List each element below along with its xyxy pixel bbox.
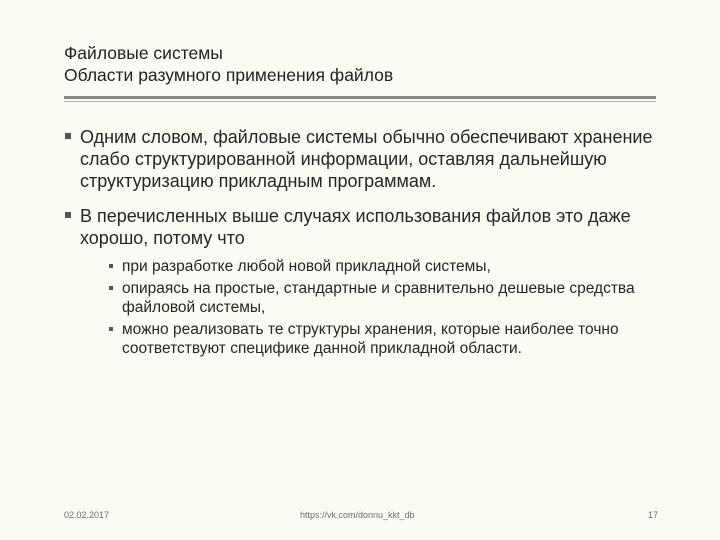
title-divider-thick [64,96,656,99]
sub-bullet-item [108,279,664,317]
sub-bullet-text: можно реализовать те структуры хранения, которые наиболее точно соответствуют специфике данной прикладной области. [122,321,619,357]
square-bullet-icon [109,264,113,268]
page-number: 17 [648,510,659,520]
footer-url[interactable]: https://vk.com/donnu_kkt_db [300,510,415,520]
sub-bullet-text: опираясь на простые, стандартные и сравнительно дешевые средства файловой системы, [122,280,635,316]
bullet-text: Одним словом, файловые системы обычно обеспечивают хранение слабо структурированной информации, оставляя дальнейшую структуризацию прикладным программам. [80,127,653,191]
footer-date: 02.02.2017 [64,510,110,520]
sub-bullet-item [108,257,664,276]
square-bullet-icon [109,286,113,290]
bullet-item [64,126,664,192]
slide-content [64,126,664,371]
sub-bullet-item [108,320,664,358]
square-bullet-icon [65,212,71,218]
bullet-item [64,205,664,358]
bullet-text: В перечисленных выше случаях использования файлов это даже хорошо, потому что [80,206,631,248]
title-divider-thin [64,101,656,102]
title-line-2: Области разумного применения файлов [64,65,394,85]
sub-bullet-list [80,257,664,358]
square-bullet-icon [109,327,113,331]
sub-bullet-text: при разработке любой новой прикладной системы, [122,258,491,275]
square-bullet-icon [65,133,71,139]
slide-title [64,42,393,86]
title-line-1: Файловые системы [64,43,223,63]
